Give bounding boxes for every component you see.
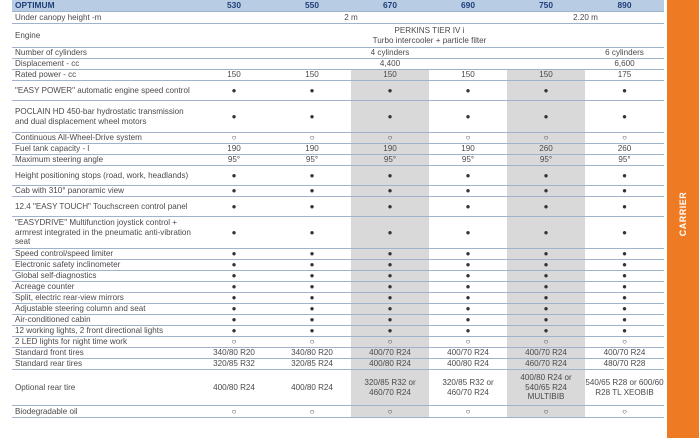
optional-ring-icon: ○: [195, 406, 273, 418]
spec-value: 540/65 R28 or 600/60 R28 TL XEOBIB: [585, 370, 664, 406]
row-label: Number of cylinders: [12, 48, 195, 59]
spec-value: 260: [507, 144, 585, 155]
spec-value: 6 cylinders: [585, 48, 664, 59]
standard-dot-icon: ●: [351, 304, 429, 315]
spec-value: 2.20 m: [507, 12, 664, 24]
optional-ring-icon: ○: [585, 337, 664, 348]
standard-dot-icon: ●: [195, 166, 273, 186]
row-label: 2 LED lights for night time work: [12, 337, 195, 348]
spec-value: 340/80 R20: [195, 348, 273, 359]
optional-ring-icon: ○: [273, 133, 351, 144]
standard-dot-icon: ●: [585, 315, 664, 326]
spec-value: 400/80 R24: [351, 359, 429, 370]
standard-dot-icon: ●: [351, 315, 429, 326]
row-poclain: [12, 101, 664, 133]
standard-dot-icon: ●: [351, 101, 429, 133]
standard-dot-icon: ●: [585, 186, 664, 197]
standard-dot-icon: ●: [507, 260, 585, 271]
row-front-tires: [12, 348, 664, 359]
spec-value: 320/85 R32: [195, 359, 273, 370]
standard-dot-icon: ●: [273, 249, 351, 260]
model-670: 670: [351, 0, 429, 12]
spec-value: 95°: [585, 155, 664, 166]
standard-dot-icon: ●: [351, 326, 429, 337]
standard-dot-icon: ●: [429, 186, 507, 197]
row-label: 12.4 "EASY TOUCH" Touchscreen control panel: [12, 197, 195, 217]
optional-ring-icon: ○: [429, 133, 507, 144]
standard-dot-icon: ●: [351, 249, 429, 260]
spec-value: 400/80 R24: [195, 370, 273, 406]
standard-dot-icon: ●: [195, 304, 273, 315]
standard-dot-icon: ●: [507, 217, 585, 249]
standard-dot-icon: ●: [273, 166, 351, 186]
spec-value: 150: [351, 70, 429, 81]
optional-ring-icon: ○: [195, 337, 273, 348]
spec-value: 150: [195, 70, 273, 81]
spec-value: 190: [429, 144, 507, 155]
row-touchscreen: [12, 197, 664, 217]
row-steering: [12, 155, 664, 166]
standard-dot-icon: ●: [351, 186, 429, 197]
row-label: Speed control/speed limiter: [12, 249, 195, 260]
standard-dot-icon: ●: [507, 282, 585, 293]
standard-dot-icon: ●: [585, 326, 664, 337]
spec-value: 400/80 R24 or 540/65 R24 MULTIBIB: [507, 370, 585, 406]
spec-table: [12, 0, 664, 418]
row-canopy-height: [12, 12, 664, 24]
optional-ring-icon: ○: [273, 406, 351, 418]
standard-dot-icon: ●: [195, 315, 273, 326]
standard-dot-icon: ●: [195, 293, 273, 304]
row-label: Continuous All-Wheel-Drive system: [12, 133, 195, 144]
standard-dot-icon: ●: [507, 249, 585, 260]
row-displacement: [12, 59, 664, 70]
standard-dot-icon: ●: [507, 101, 585, 133]
row-mirrors: [12, 293, 664, 304]
spec-value: 95°: [507, 155, 585, 166]
standard-dot-icon: ●: [507, 186, 585, 197]
carrier-side-tab: [667, 0, 699, 438]
spec-value: 400/80 R24: [429, 359, 507, 370]
standard-dot-icon: ●: [351, 260, 429, 271]
carrier-label: CARRIER: [678, 191, 688, 237]
row-label: Under canopy height -m: [12, 12, 195, 24]
optional-ring-icon: ○: [507, 133, 585, 144]
spec-value: 480/70 R28: [585, 359, 664, 370]
standard-dot-icon: ●: [507, 304, 585, 315]
spec-value: 150: [273, 70, 351, 81]
spec-value: 400/70 R24: [351, 348, 429, 359]
spec-value: 190: [195, 144, 273, 155]
spec-value: 400/70 R24: [507, 348, 585, 359]
spec-value: 6,600: [585, 59, 664, 70]
spec-value: 2 m: [195, 12, 507, 24]
standard-dot-icon: ●: [429, 315, 507, 326]
spec-value: 150: [429, 70, 507, 81]
standard-dot-icon: ●: [429, 304, 507, 315]
model-530: 530: [195, 0, 273, 12]
optional-ring-icon: ○: [585, 406, 664, 418]
standard-dot-icon: ●: [195, 271, 273, 282]
optional-ring-icon: ○: [273, 337, 351, 348]
row-opt-rear: [12, 370, 664, 406]
spec-value: 320/85 R32 or 460/70 R24: [351, 370, 429, 406]
standard-dot-icon: ●: [273, 260, 351, 271]
standard-dot-icon: ●: [507, 166, 585, 186]
standard-dot-icon: ●: [273, 271, 351, 282]
standard-dot-icon: ●: [195, 326, 273, 337]
row-label: Adjustable steering column and seat: [12, 304, 195, 315]
standard-dot-icon: ●: [195, 260, 273, 271]
row-bio-oil: [12, 406, 664, 418]
spec-value: 400/70 R24: [585, 348, 664, 359]
row-label: Standard front tires: [12, 348, 195, 359]
row-led-lights: [12, 337, 664, 348]
row-awd: [12, 133, 664, 144]
row-label: POCLAIN HD 450-bar hydrostatic transmission and dual displacement wheel motors: [12, 101, 195, 133]
standard-dot-icon: ●: [429, 326, 507, 337]
optional-ring-icon: ○: [351, 133, 429, 144]
row-label: "EASY POWER" automatic engine speed control: [12, 81, 195, 101]
spec-value: [195, 24, 664, 48]
row-speed-ctrl: [12, 249, 664, 260]
standard-dot-icon: ●: [507, 271, 585, 282]
standard-dot-icon: ●: [429, 101, 507, 133]
standard-dot-icon: ●: [585, 260, 664, 271]
standard-dot-icon: ●: [585, 249, 664, 260]
optional-ring-icon: ○: [429, 337, 507, 348]
row-label: Electronic safety inclinometer: [12, 260, 195, 271]
spec-value: 320/85 R24: [273, 359, 351, 370]
standard-dot-icon: ●: [507, 197, 585, 217]
standard-dot-icon: ●: [429, 282, 507, 293]
standard-dot-icon: ●: [585, 271, 664, 282]
standard-dot-icon: ●: [273, 304, 351, 315]
standard-dot-icon: ●: [585, 197, 664, 217]
standard-dot-icon: ●: [507, 81, 585, 101]
standard-dot-icon: ●: [429, 260, 507, 271]
row-label: Displacement - cc: [12, 59, 195, 70]
standard-dot-icon: ●: [507, 293, 585, 304]
standard-dot-icon: ●: [273, 186, 351, 197]
optional-ring-icon: ○: [507, 337, 585, 348]
standard-dot-icon: ●: [273, 326, 351, 337]
spec-value: 260: [585, 144, 664, 155]
standard-dot-icon: ●: [195, 249, 273, 260]
row-engine: [12, 24, 664, 48]
row-fuel: [12, 144, 664, 155]
optional-ring-icon: ○: [195, 133, 273, 144]
model-690: 690: [429, 0, 507, 12]
standard-dot-icon: ●: [351, 166, 429, 186]
standard-dot-icon: ●: [429, 249, 507, 260]
row-rear-tires: [12, 359, 664, 370]
row-label: Global self-diagnostics: [12, 271, 195, 282]
standard-dot-icon: ●: [351, 217, 429, 249]
standard-dot-icon: ●: [585, 101, 664, 133]
spec-value: 95°: [351, 155, 429, 166]
spec-value: 95°: [429, 155, 507, 166]
standard-dot-icon: ●: [195, 197, 273, 217]
row-label: Biodegradable oil: [12, 406, 195, 418]
spec-value: 400/70 R24: [429, 348, 507, 359]
spec-value: 95°: [195, 155, 273, 166]
spec-value: 4 cylinders: [195, 48, 585, 59]
row-label: Cab with 310° panoramic view: [12, 186, 195, 197]
standard-dot-icon: ●: [585, 304, 664, 315]
standard-dot-icon: ●: [429, 217, 507, 249]
spec-value: 4,400: [195, 59, 585, 70]
row-acreage: [12, 282, 664, 293]
standard-dot-icon: ●: [273, 101, 351, 133]
standard-dot-icon: ●: [351, 293, 429, 304]
standard-dot-icon: ●: [273, 197, 351, 217]
spec-value: 150: [507, 70, 585, 81]
row-label: Fuel tank capacity - l: [12, 144, 195, 155]
standard-dot-icon: ●: [195, 186, 273, 197]
standard-dot-icon: ●: [195, 101, 273, 133]
spec-value: 190: [273, 144, 351, 155]
standard-dot-icon: ●: [351, 81, 429, 101]
optional-ring-icon: ○: [351, 337, 429, 348]
standard-dot-icon: ●: [273, 282, 351, 293]
standard-dot-icon: ●: [585, 81, 664, 101]
standard-dot-icon: ●: [585, 217, 664, 249]
row-label: "EASYDRIVE" Multifunction joystick control + armrest integrated in the pneumatic anti-vibration seat: [12, 217, 195, 249]
standard-dot-icon: ●: [585, 282, 664, 293]
row-cylinders: [12, 48, 664, 59]
row-easydrive: [12, 217, 664, 249]
optional-ring-icon: ○: [429, 406, 507, 418]
standard-dot-icon: ●: [585, 166, 664, 186]
standard-dot-icon: ●: [351, 197, 429, 217]
standard-dot-icon: ●: [195, 217, 273, 249]
row-inclinometer: [12, 260, 664, 271]
standard-dot-icon: ●: [351, 271, 429, 282]
spec-value: 340/80 R20: [273, 348, 351, 359]
spec-value: 400/80 R24: [273, 370, 351, 406]
row-cab: [12, 186, 664, 197]
row-easy-power: [12, 81, 664, 101]
row-label: Acreage counter: [12, 282, 195, 293]
row-label: Rated power - cc: [12, 70, 195, 81]
standard-dot-icon: ●: [585, 293, 664, 304]
series-title: OPTIMUM: [12, 0, 195, 12]
standard-dot-icon: ●: [507, 326, 585, 337]
optional-ring-icon: ○: [507, 406, 585, 418]
row-height-stops: [12, 166, 664, 186]
standard-dot-icon: ●: [429, 293, 507, 304]
standard-dot-icon: ●: [273, 315, 351, 326]
standard-dot-icon: ●: [195, 282, 273, 293]
model-750: 750: [507, 0, 585, 12]
standard-dot-icon: ●: [195, 81, 273, 101]
spec-value: 460/70 R24: [507, 359, 585, 370]
standard-dot-icon: ●: [429, 166, 507, 186]
row-diagnostics: [12, 271, 664, 282]
header-row: [12, 0, 664, 12]
model-550: 550: [273, 0, 351, 12]
row-power: [12, 70, 664, 81]
standard-dot-icon: ●: [429, 197, 507, 217]
engine-model: PERKINS TIER IV i: [394, 26, 465, 36]
standard-dot-icon: ●: [273, 293, 351, 304]
standard-dot-icon: ●: [429, 81, 507, 101]
row-label: Split, electric rear-view mirrors: [12, 293, 195, 304]
row-label: Air-conditioned cabin: [12, 315, 195, 326]
row-work-lights: [12, 326, 664, 337]
row-adj-steering: [12, 304, 664, 315]
spec-value: 175: [585, 70, 664, 81]
standard-dot-icon: ●: [273, 217, 351, 249]
row-aircon: [12, 315, 664, 326]
standard-dot-icon: ●: [351, 282, 429, 293]
model-890: 890: [585, 0, 664, 12]
row-label: Engine: [12, 24, 195, 48]
row-label: Height positioning stops (road, work, headlands): [12, 166, 195, 186]
standard-dot-icon: ●: [507, 315, 585, 326]
spec-value: 320/85 R32 or 460/70 R24: [429, 370, 507, 406]
engine-features: Turbo intercooler + particle filter: [372, 35, 487, 45]
row-label: Maximum steering angle: [12, 155, 195, 166]
row-label: 12 working lights, 2 front directional lights: [12, 326, 195, 337]
spec-value: 190: [351, 144, 429, 155]
spec-value: 95°: [273, 155, 351, 166]
optional-ring-icon: ○: [351, 406, 429, 418]
row-label: Optional rear tire: [12, 370, 195, 406]
optional-ring-icon: ○: [585, 133, 664, 144]
standard-dot-icon: ●: [273, 81, 351, 101]
row-label: Standard rear tires: [12, 359, 195, 370]
standard-dot-icon: ●: [429, 271, 507, 282]
